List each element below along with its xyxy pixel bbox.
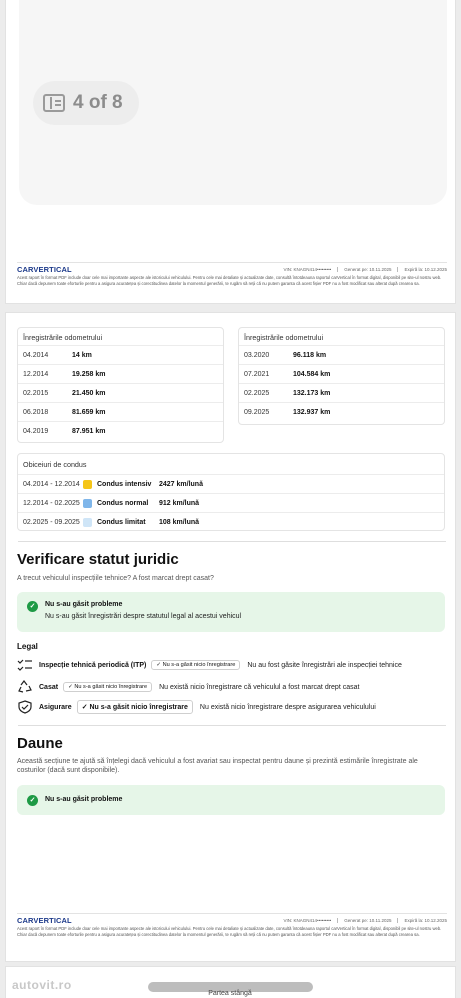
legal-row-itp <box>17 657 402 673</box>
odometer-row: 03.2020 96.118 km <box>239 345 444 364</box>
damage-heading: Daune <box>17 735 63 752</box>
legal-row-label: Asigurare <box>39 703 72 711</box>
report-page-4 <box>5 312 456 962</box>
check-circle-icon: ✓ <box>27 601 38 612</box>
footer-expires: Expiră la: 10.12.2025 <box>397 918 447 923</box>
damage-ok-title: Nu s-au găsit probleme <box>45 796 123 803</box>
odometer-title: Înregistrările odometrului <box>244 333 324 342</box>
odometer-row: 04.2014 14 km <box>18 345 223 364</box>
driving-habits-card <box>17 453 445 531</box>
legal-row-label: Inspecție tehnică periodică (ITP) <box>39 661 147 669</box>
legal-row-insurance <box>17 699 376 715</box>
footer-divider <box>17 262 447 263</box>
shield-icon <box>17 700 33 714</box>
odometer-row: 02.2025 132.173 km <box>239 383 444 402</box>
page-indicator[interactable] <box>33 81 139 125</box>
legal-row-desc: Nu există nicio înregistrare despre asigurarea vehiculului <box>199 703 376 711</box>
odometer-card-left <box>17 327 224 443</box>
legal-ok-title: Nu s-au găsit probleme <box>45 601 123 608</box>
driving-row: 04.2014 - 12.2014 Condus intensiv 2427 km/lună <box>18 474 444 493</box>
footer-expires: Expiră la: 10.12.2025 <box>397 267 447 272</box>
footer-generated: Generat pe: 10.11.2025 <box>337 918 391 923</box>
driving-row: 02.2025 - 09.2025 Condus limitat 108 km/lună <box>18 512 444 531</box>
carvertical-logo: CARVERTICAL <box>17 916 72 925</box>
section-divider <box>18 541 446 542</box>
footer-meta <box>284 918 447 923</box>
odometer-row: 09.2025 132.937 km <box>239 402 444 421</box>
report-page-3 <box>5 0 456 304</box>
damage-ok-box <box>17 785 445 815</box>
footer-vin: VIN: KNAGN414••••••••• <box>283 267 332 272</box>
odometer-row: 12.2014 19.258 km <box>18 364 223 383</box>
status-badge: ✓ Nu s-a găsit nicio înregistrare <box>151 660 240 670</box>
odometer-row: 06.2018 81.659 km <box>18 402 223 421</box>
intensive-color-swatch <box>83 480 92 489</box>
odometer-row: 07.2021 104.584 km <box>239 364 444 383</box>
carvertical-logo: CARVERTICAL <box>17 265 72 274</box>
odometer-title: Înregistrările odometrului <box>23 333 103 342</box>
driving-row: 12.2014 - 02.2025 Condus normal 912 km/lună <box>18 493 444 512</box>
driving-title: Obiceiuri de condus <box>23 460 87 469</box>
legal-row-label: Casat <box>39 683 59 691</box>
legal-row-desc: Nu există nicio înregistrare că vehiculul a fost marcat drept casat <box>159 683 360 691</box>
legal-row-desc: Nu au fost găsite înregistrări ale inspecției tehnice <box>247 661 402 669</box>
legal-ok-desc: Nu s-au găsit înregistrări despre statutul legal al acestui vehicul <box>45 613 242 620</box>
footer-disclaimer: Acest raport în format PDF include doar cele mai importante aspecte ale istoricului vehiculului. Pentru cele mai detaliate și actualizate date, consultă întotdeauna raportul carVertical în format digital, disponibil pe site-ul nostru web. Chiar dacă depunem toate eforturile pentru a asigura acuratețea și corectitudinea datelor la momentul generării, te rugăm să reții că nu putem garanta că acest fișier PDF nu a fost modificat sau alterat după crearea sa. <box>17 275 442 286</box>
watermark: autovit.ro <box>12 978 72 992</box>
normal-color-swatch <box>83 499 92 508</box>
page-footer <box>17 913 447 937</box>
checklist-icon <box>17 658 33 672</box>
odometer-row: 04.2019 87.951 km <box>18 421 223 440</box>
odometer-row: 02.2015 21.450 km <box>18 383 223 402</box>
footer-disclaimer: Acest raport în format PDF include doar cele mai importante aspecte ale istoricului vehiculului. Pentru cele mai detaliate și actualizate date, consultă întotdeauna raportul carVertical în format digital, disponibil pe site-ul nostru web. Chiar dacă depunem toate eforturile pentru a asigura acuratețea și corectitudinea datelor la momentul generării, te rugăm să reții că nu putem garanta că acest fișier PDF nu a fost modificat sau alterat după crearea sa. <box>17 926 442 937</box>
odometer-card-right <box>238 327 445 425</box>
footer-vin: VIN: KNAGN414••••••••• <box>283 918 332 923</box>
legal-ok-box <box>17 592 445 632</box>
section-divider <box>18 725 446 726</box>
page-indicator-text: 4 of 8 <box>73 92 123 113</box>
legal-section-heading: Legal <box>17 642 38 651</box>
recycle-icon <box>17 680 33 694</box>
limited-color-swatch <box>83 518 92 527</box>
bottom-label: Partea stângă <box>208 990 252 997</box>
legal-status-heading: Verificare statut juridic <box>17 551 179 568</box>
status-badge: ✓ Nu s-a găsit nicio înregistrare <box>77 700 193 714</box>
check-circle-icon: ✓ <box>27 795 38 806</box>
footer-generated: Generat pe: 10.11.2025 <box>337 267 391 272</box>
footer-divider <box>17 913 447 914</box>
legal-status-subtitle: A trecut vehiculul inspecțiile tehnice? A fost marcat drept casat? <box>17 575 214 582</box>
footer-meta <box>284 267 447 272</box>
page-footer <box>17 262 447 286</box>
status-badge: ✓ Nu s-a găsit nicio înregistrare <box>63 682 152 692</box>
book-pages-icon <box>43 94 65 112</box>
legal-row-scrapped <box>17 679 359 695</box>
damage-subtitle: Această secțiune te ajută să înțelegi dacă vehiculul a fost avariat sau inspectat pentru daune și prezintă estimările înregistrate ale costurilor (dacă sunt disponibile). <box>17 758 418 774</box>
